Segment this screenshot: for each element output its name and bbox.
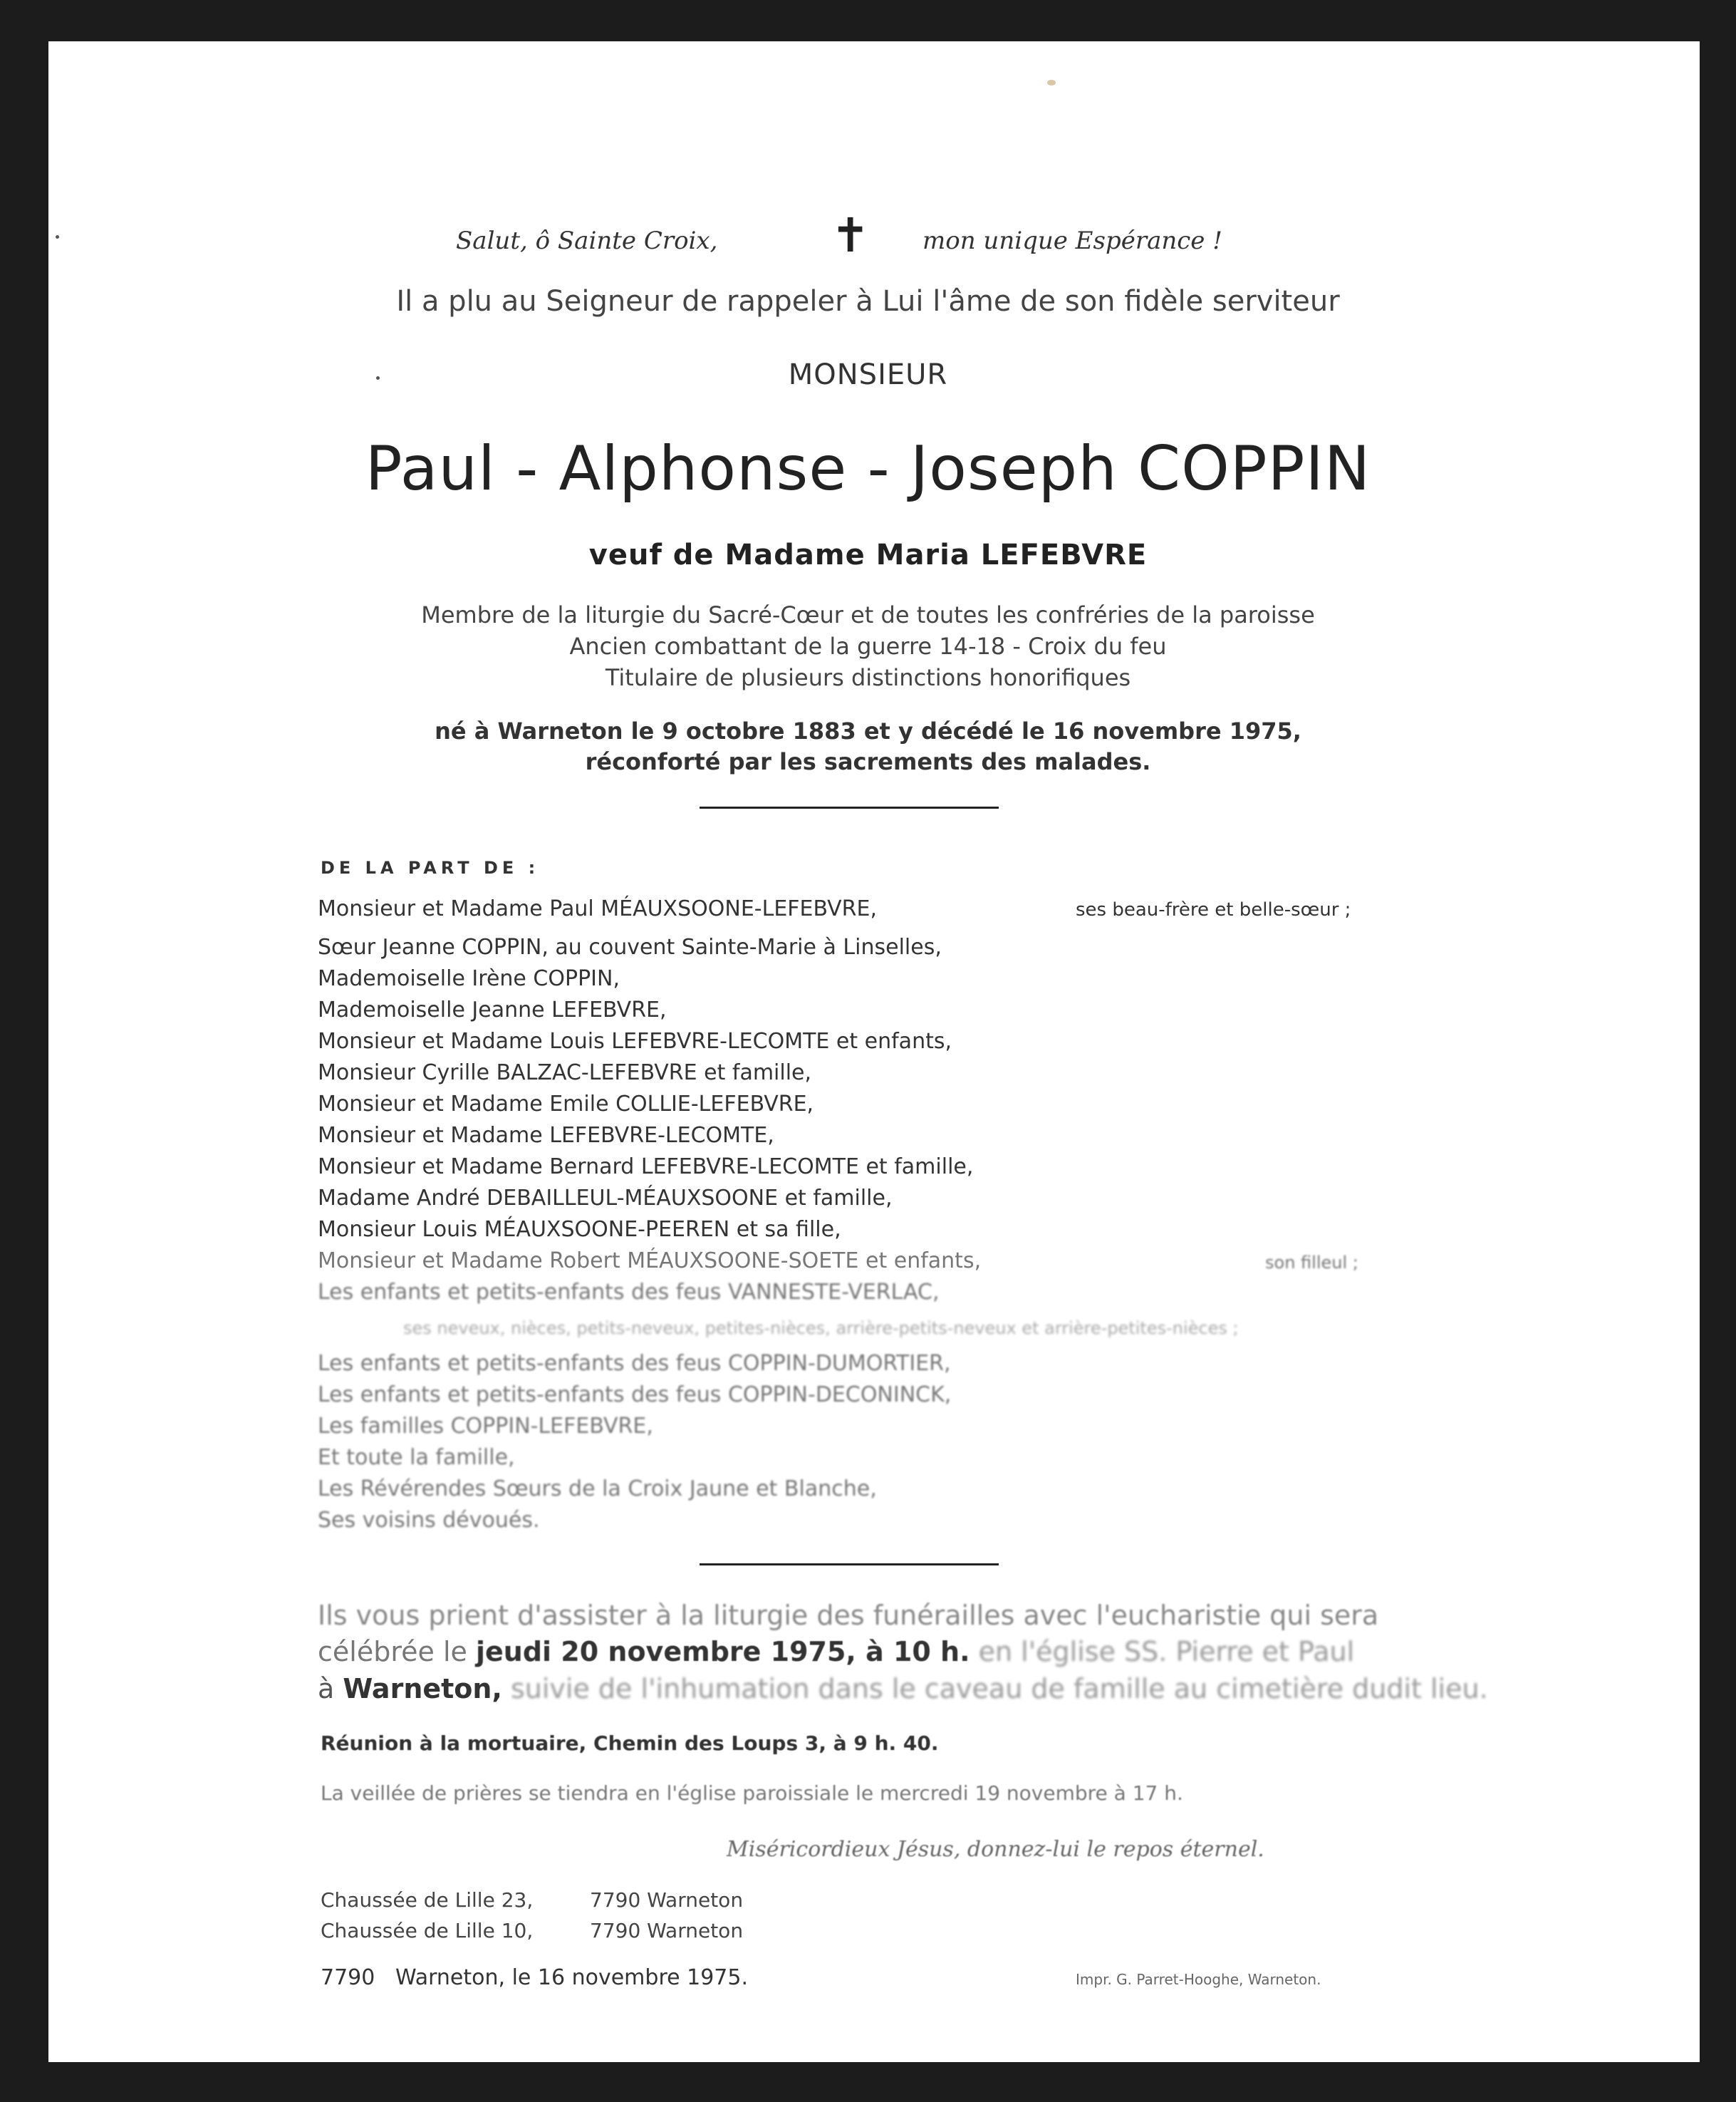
- address-street: Chaussée de Lille 10,: [321, 1919, 534, 1942]
- invitation-line: Ils vous prient d'assister à la liturgie des funérailles avec l'eucharistie qui sera: [318, 1600, 1379, 1631]
- scan-speck: [376, 376, 380, 380]
- relative-line: Monsieur et Madame Emile COLLIE-LEFEBVRE,: [318, 1092, 814, 1117]
- invitation-line: à Warneton, suivie de l'inhumation dans le caveau de famille au cimetière dudit lieu.: [318, 1673, 1488, 1704]
- from-label: DE LA PART DE :: [321, 858, 540, 878]
- relation-label: ses beau-frère et belle-sœur ;: [1076, 899, 1351, 921]
- invocation-right: mon unique Espérance !: [922, 227, 1222, 255]
- address-city: 7790 Warneton: [590, 1888, 744, 1912]
- relative-line: Monsieur et Madame Paul MÉAUXSOONE-LEFEBVRE,: [318, 896, 877, 921]
- relative-line: Monsieur et Madame Louis LEFEBVRE-LECOMTE et enfants,: [318, 1029, 952, 1054]
- nephews-line: ses neveux, nièces, petits-neveux, petites-nièces, arrière-petits-neveux et arrière-petites-nièces ;: [403, 1318, 1239, 1338]
- honorific-title: MONSIEUR: [788, 358, 948, 391]
- relative-line: Monsieur Cyrille BALZAC-LEFEBVRE et famille,: [318, 1060, 812, 1085]
- dateline: 7790 Warneton, le 16 novembre 1975.: [321, 1965, 748, 1990]
- funeral-place: Warneton,: [343, 1673, 502, 1704]
- description-line: Membre de la liturgie du Sacré-Cœur et de toutes les confréries de la paroisse: [421, 601, 1315, 628]
- printer-credit: Impr. G. Parret-Hooghe, Warneton.: [1076, 1971, 1321, 1988]
- relative-line: Monsieur et Madame LEFEBVRE-LECOMTE,: [318, 1123, 774, 1148]
- spouse-line: veuf de Madame Maria LEFEBVRE: [588, 539, 1148, 571]
- divider: [700, 1563, 999, 1565]
- relative-line: Les familles COPPIN-LEFEBVRE,: [318, 1414, 653, 1439]
- sacrament-line: réconforté par les sacrements des malades.: [585, 748, 1151, 775]
- invocation-left: Salut, ô Sainte Croix,: [456, 227, 718, 255]
- relative-line: Monsieur et Madame Bernard LEFEBVRE-LECOMTE et famille,: [318, 1154, 974, 1179]
- relative-line: Les Révérendes Sœurs de la Croix Jaune et Blanche,: [318, 1476, 877, 1501]
- relative-line: Monsieur Louis MÉAUXSOONE-PEEREN et sa fille,: [318, 1217, 841, 1242]
- cross-icon: ✝: [831, 208, 870, 263]
- divider: [700, 807, 999, 809]
- relative-line: Les enfants et petits-enfants des feus VANNESTE-VERLAC,: [318, 1280, 940, 1305]
- birth-death-line: né à Warneton le 9 octobre 1883 et y décédé le 16 novembre 1975,: [435, 718, 1301, 745]
- description-line: Titulaire de plusieurs distinctions honorifiques: [605, 664, 1131, 691]
- relative-line: Sœur Jeanne COPPIN, au couvent Sainte-Marie à Linselles,: [318, 935, 942, 960]
- deceased-name: Paul - Alphonse - Joseph COPPIN: [365, 433, 1371, 504]
- scan-speck: [1047, 80, 1056, 86]
- prayer-line: Miséricordieux Jésus, donnez-lui le repos éternel.: [727, 1837, 1264, 1862]
- intro-text: Il a plu au Seigneur de rappeler à Lui l'âme de son fidèle serviteur: [396, 285, 1340, 318]
- relation-label: son filleul ;: [1265, 1253, 1358, 1273]
- relative-line: Les enfants et petits-enfants des feus COPPIN-DECONINCK,: [318, 1382, 952, 1407]
- address-city: 7790 Warneton: [590, 1919, 744, 1942]
- scan-speck: [56, 235, 59, 239]
- relative-line: Mademoiselle Irène COPPIN,: [318, 966, 620, 991]
- relative-line: Ses voisins dévoués.: [318, 1508, 540, 1533]
- description-line: Ancien combattant de la guerre 14-18 - Croix du feu: [569, 633, 1167, 660]
- relative-line: Les enfants et petits-enfants des feus COPPIN-DUMORTIER,: [318, 1351, 951, 1376]
- vigil-line: La veillée de prières se tiendra en l'église paroissiale le mercredi 19 novembre à 17 h.: [321, 1781, 1183, 1805]
- funeral-date: jeudi 20 novembre 1975, à 10 h.: [475, 1636, 970, 1667]
- meeting-line: Réunion à la mortuaire, Chemin des Loups 3, à 9 h. 40.: [321, 1731, 939, 1755]
- relative-line: Monsieur et Madame Robert MÉAUXSOONE-SOETE et enfants,: [318, 1248, 982, 1273]
- relative-line: Et toute la famille,: [318, 1445, 515, 1470]
- relative-line: Madame André DEBAILLEUL-MÉAUXSOONE et famille,: [318, 1186, 893, 1211]
- relative-line: Mademoiselle Jeanne LEFEBVRE,: [318, 998, 667, 1022]
- invitation-line: célébrée le jeudi 20 novembre 1975, à 10 h. en l'église SS. Pierre et Paul: [318, 1636, 1355, 1667]
- address-street: Chaussée de Lille 23,: [321, 1888, 534, 1912]
